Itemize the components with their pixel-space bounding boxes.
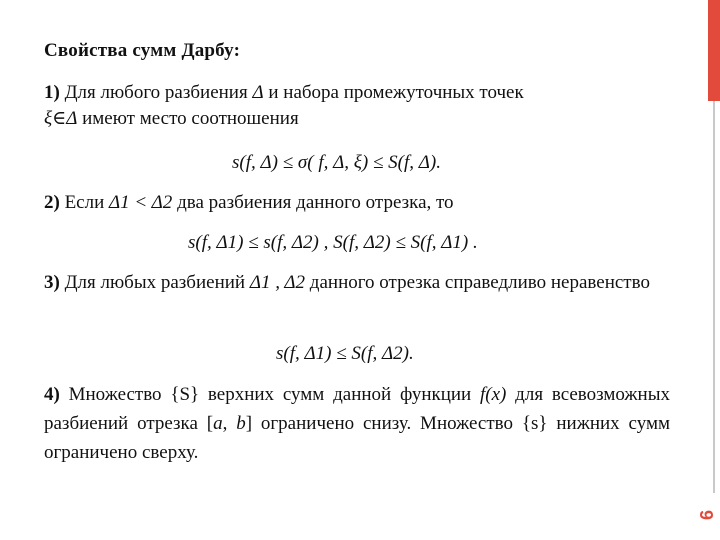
property-2-number: 2) [44,192,60,213]
formula-2: s(f, Δ1) ≤ s(f, Δ2) , S(f, Δ2) ≤ S(f, Δ1) . [188,232,478,253]
property-4 [44,380,670,467]
property-4-number: 4) [44,384,60,405]
property-4-text-c: ] ограничено снизу. Множество {s} нижних сумм ограничено сверху. [44,413,670,463]
property-4-text-b: для всевозможных разбиений отрезка [ [44,384,670,434]
property-4-comma: , [222,413,237,434]
property-1-text-c: имеют место соотношения [77,108,299,129]
property-2 [44,190,670,216]
property-1-text-b: и набора промежуточных точек [263,82,524,103]
side-rule [713,101,715,493]
property-1-number: 1) [44,82,60,103]
property-3 [44,270,670,296]
property-1-xi-in-delta: ξ∈Δ [44,108,78,129]
property-2-relation: Δ1 < Δ2 [109,192,173,213]
formula-1: s(f, Δ) ≤ σ( f, Δ, ξ) ≤ S(f, Δ). [232,152,442,173]
property-4-b: b [236,413,246,434]
formula-3: s(f, Δ1) ≤ S(f, Δ2). [276,343,414,364]
accent-bar [708,0,720,101]
property-4-fx: f(x) [480,384,507,405]
property-1-delta: Δ [252,82,264,103]
property-2-text-b: два разбиения данного отрезка, то [172,192,454,213]
property-4-a: a [213,413,223,434]
property-3-text-b: данного отрезка справедливо неравенство [305,272,650,293]
property-1 [44,80,670,132]
property-2-text-a: Если [59,192,110,213]
slide-heading: Свойства сумм Дарбу: [44,40,241,61]
property-4-text-a: Множество {S} верхних сумм данной функции [59,384,481,405]
property-3-text-a: Для любых разбиений [59,272,250,293]
property-3-number: 3) [44,272,60,293]
property-3-deltas: Δ1 , Δ2 [249,272,306,293]
page-number: 9 [696,509,716,520]
property-1-text-a: Для любого разбиения [59,82,253,103]
